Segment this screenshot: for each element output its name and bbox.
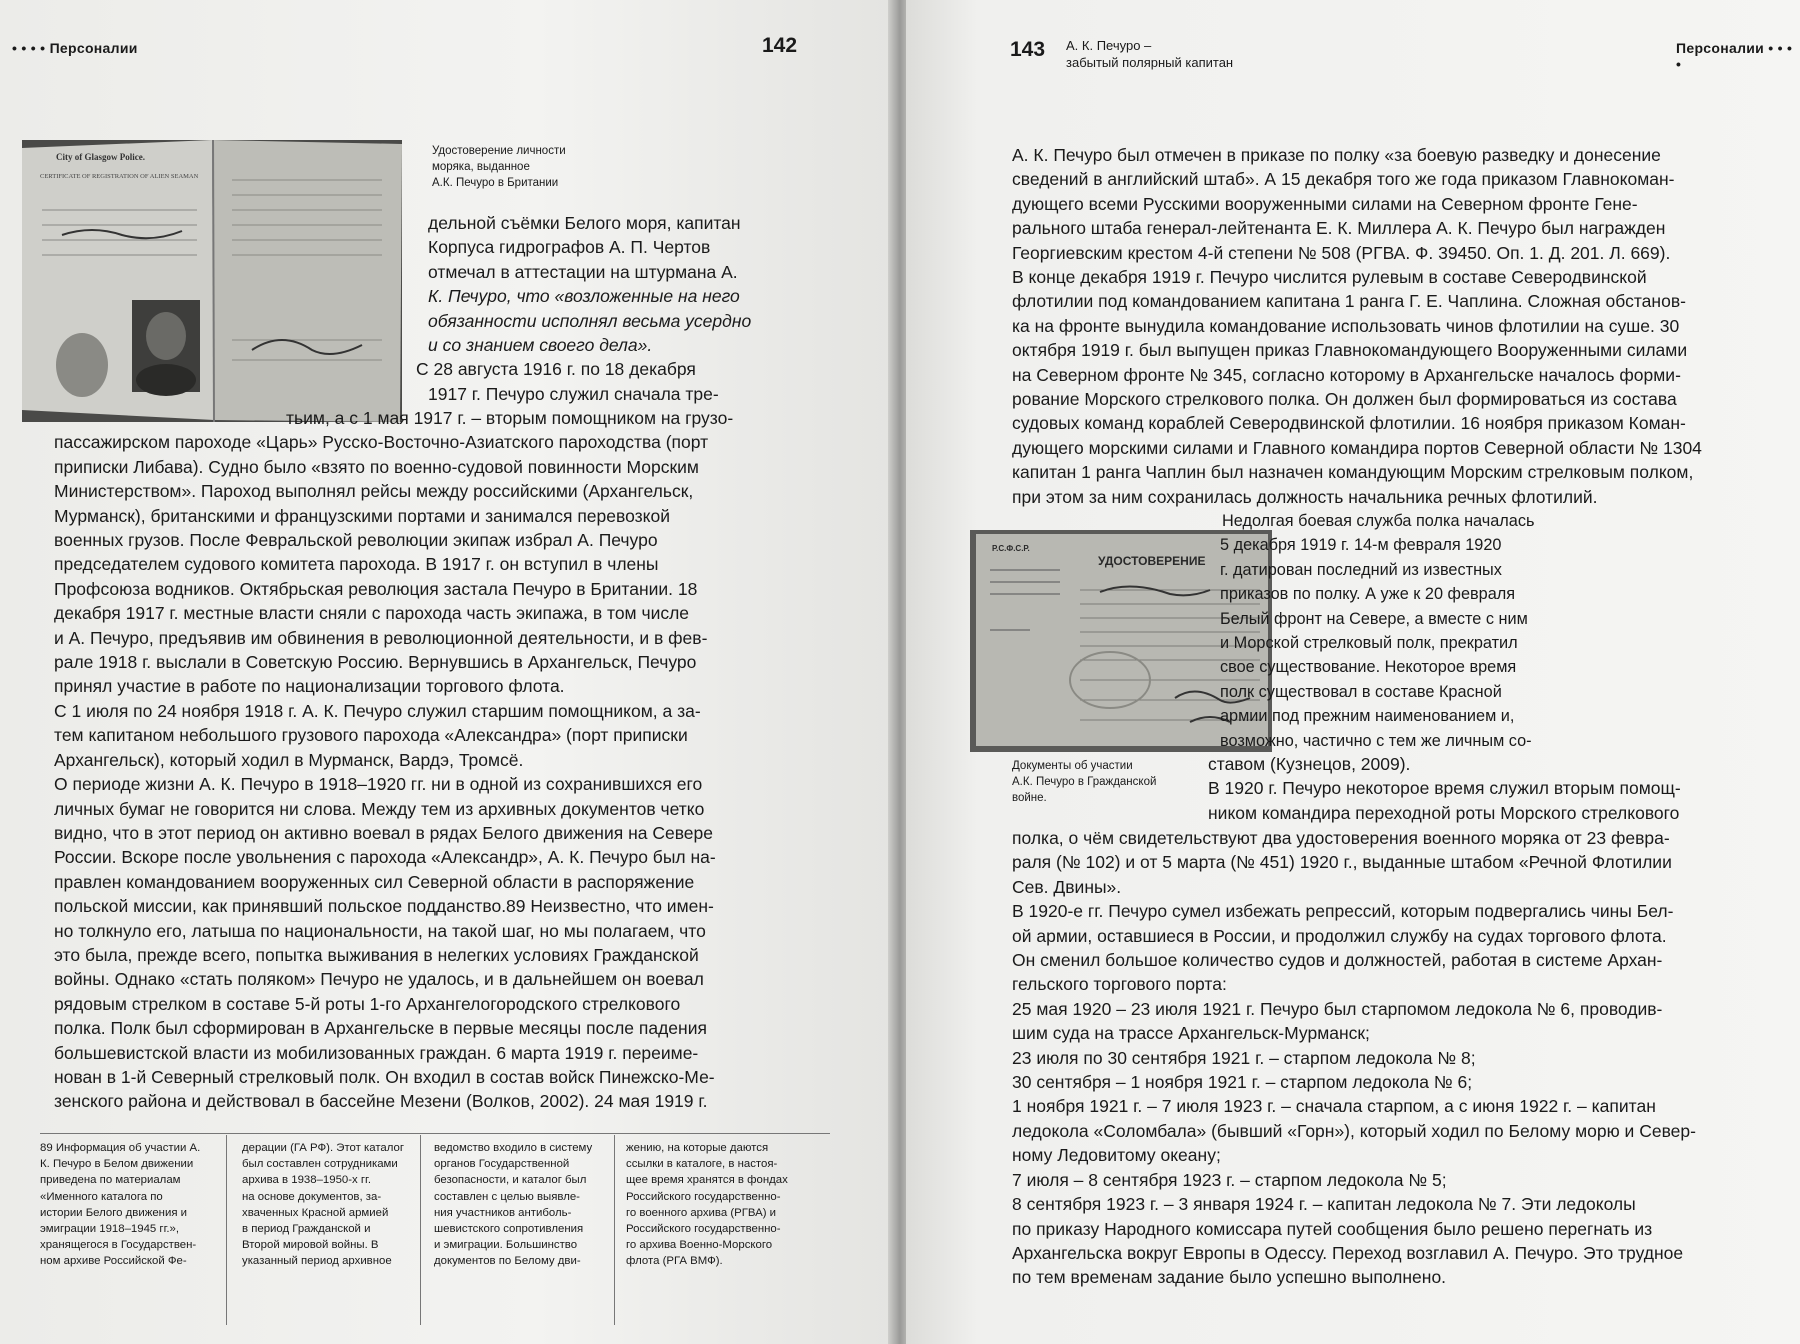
body-line: 1917 г. Печуро служил сначала тре- bbox=[428, 383, 719, 404]
body-line: ледокола «Соломбала» (бывший «Горн»), который ходил по Белому морю и Север- bbox=[1012, 1120, 1696, 1141]
body-line: ставом (Кузнецов, 2009). bbox=[1208, 754, 1411, 774]
footnote-line: истории Белого движения и bbox=[40, 1206, 188, 1219]
footnote-line: приведена по материалам bbox=[40, 1174, 181, 1187]
body-line: свое существование. Некоторое время bbox=[1220, 658, 1517, 677]
footnote-line: в период Гражданской и bbox=[242, 1223, 371, 1236]
body-line: отмечал в аттестации на штурмана А. bbox=[428, 261, 738, 282]
body-line: Он сменил большое количество судов и должностей, работая в системе Архан- bbox=[1012, 950, 1663, 971]
right-body-top bbox=[1012, 143, 1792, 509]
footnote-line: флота (РГА ВМФ). bbox=[626, 1255, 723, 1268]
body-line: правлен командованием вооруженных сил Северной области в распоряжение bbox=[54, 871, 695, 892]
body-line: войны. Однако «стать поляком» Печуро не удалось, и в дальнейшем он воевал bbox=[54, 969, 704, 990]
body-line: по тем временам задание было успешно выполнено. bbox=[1012, 1267, 1447, 1288]
footnote-line: эмиграции 1918–1945 гг.», bbox=[40, 1223, 180, 1236]
footnote-line: Второй мировой войны. В bbox=[242, 1239, 379, 1252]
footnote-rule bbox=[40, 1133, 830, 1134]
body-line: пассажирском пароходе «Царь» Русско-Восточно-Азиатского пароходства (порт bbox=[54, 432, 709, 453]
footnote-line: 89 Информация об участии А. bbox=[40, 1142, 201, 1154]
body-line: возможно, частично с тем же личным со- bbox=[1220, 731, 1532, 750]
caption-line: Удостоверение личности bbox=[432, 145, 566, 157]
body-line: при этом за ним сохранилась должность начальника речных флотилий. bbox=[1012, 486, 1598, 507]
body-line: г. датирован последний из известных bbox=[1220, 560, 1502, 579]
footnote-line: Российского государственно- bbox=[626, 1190, 781, 1203]
footnote-line: документов по Белому дви- bbox=[434, 1255, 581, 1268]
body-line: 23 июля по 30 сентября 1921 г. – старпом ледокола № 8; bbox=[1012, 1047, 1476, 1068]
caption-line: А.К. Печуро в Британии bbox=[432, 177, 559, 189]
footnote-line: щее время хранятся в фондах bbox=[626, 1174, 788, 1187]
caption-line: Документы об участии bbox=[1012, 760, 1133, 772]
body-line: видно, что в этот период он активно воевал в рядах Белого движения на Севере bbox=[54, 822, 714, 843]
body-line: Георгиевским крестом 4-й степени № 508 (РГВА. Ф. 39450. Оп. 1. Д. 201. Л. 669). bbox=[1012, 242, 1671, 263]
footnote-line: го военного архива (РГВА) и bbox=[626, 1206, 777, 1219]
footnote-line: архива в 1938–1950-х гг. bbox=[242, 1174, 371, 1187]
body-line: рале 1918 г. выслали в Советскую Россию. Вернувшись в Архангельск, Печуро bbox=[54, 652, 697, 673]
body-line: тьим, а с 1 мая 1917 г. – вторым помощником на грузо- bbox=[286, 408, 734, 428]
body-line: Профсоюза водников. Октябрьская революция застала Печуро в Британии. 18 bbox=[54, 578, 698, 599]
document-corner-text: Р.С.Ф.С.Р. bbox=[992, 544, 1030, 553]
body-line: сведений в английский штаб». А 15 декабря того же года приказом Главнокоман- bbox=[1012, 169, 1675, 190]
body-line: на Северном фронте № 345, согласно которому в Архангельске началось форми- bbox=[1012, 364, 1681, 385]
body-line: рального штаба генерал-лейтенанта Е. К. Миллера А. К. Печуро был награжден bbox=[1012, 218, 1666, 239]
footnote-column bbox=[626, 1140, 788, 1270]
subtitle-line: А. К. Печуро – bbox=[1066, 38, 1152, 53]
body-line: армии под прежним наименованием и, bbox=[1220, 707, 1515, 726]
body-line: Мурманск), британскими и французскими портами и занимался перевозкой bbox=[54, 505, 671, 526]
right-running-subtitle bbox=[1066, 37, 1233, 71]
footnote-line: шевистского сопротивления bbox=[434, 1223, 584, 1236]
left-photo-caption bbox=[432, 143, 566, 191]
body-line: октября 1919 г. был выпущен приказ Главнокомандующего Вооруженными силами bbox=[1012, 340, 1688, 361]
body-line: полка. Полк был сформирован в Архангельске в первые месяцы после падения bbox=[54, 1018, 707, 1039]
body-line: ой армии, оставшиеся в России, и продолжил службу на судах торгового флота. bbox=[1012, 925, 1667, 946]
body-line: В 1920-е гг. Печуро сумел избежать репрессий, которым подвергались чины Бел- bbox=[1012, 901, 1674, 922]
footnote-line: Российского государственно- bbox=[626, 1223, 781, 1236]
body-line: гельского торгового порта: bbox=[1012, 974, 1227, 995]
body-line: В конце декабря 1919 г. Печуро числится рулевым в составе Северодвинской bbox=[1012, 267, 1647, 288]
body-line: ному Ледовитому океану; bbox=[1012, 1145, 1221, 1166]
footnote-line: го архива Военно-Морского bbox=[626, 1239, 773, 1252]
left-running-header: • • • • Персоналии bbox=[12, 40, 138, 56]
body-line: Недолгая боевая служба полка началась bbox=[1222, 512, 1535, 530]
body-line: председателем судового комитета парохода. В 1917 г. он вступил в члены bbox=[54, 554, 659, 575]
body-line: Архангельска вокруг Европы в Одессу. Переход возглавил А. Печуро. Это трудное bbox=[1012, 1242, 1684, 1263]
body-line: военных грузов. После Февральской революции экипаж избрал А. Печуро bbox=[54, 530, 658, 551]
footnote-line: «Именного каталога по bbox=[40, 1190, 163, 1203]
body-line: зенского района и действовал в бассейне Мезени (Волков, 2002). 24 мая 1919 г. bbox=[54, 1091, 708, 1112]
body-line: и Морской стрелковый полк, прекратил bbox=[1220, 634, 1518, 653]
seaman-certificate-photo bbox=[22, 140, 402, 422]
body-line: шим суда на трассе Архангельск-Мурманск; bbox=[1012, 1023, 1370, 1044]
body-line: А. К. Печуро был отмечен в приказе по полку «за боевую разведку и донесение bbox=[1012, 145, 1661, 165]
caption-line: А.К. Печуро в Гражданской bbox=[1012, 776, 1157, 788]
footnote-line: К. Печуро в Белом движении bbox=[40, 1158, 194, 1171]
caption-line: войне. bbox=[1012, 792, 1047, 804]
footnote-line: и эмиграции. Большинство bbox=[434, 1239, 578, 1252]
footnote-line: ном архиве Российской Фе- bbox=[40, 1255, 187, 1268]
footnote-column-divider bbox=[226, 1135, 227, 1325]
right-body-bottom bbox=[1012, 826, 1792, 1290]
certificate-police-label: City of Glasgow Police. bbox=[56, 152, 145, 162]
body-line: ка на фронте вынудила командование использовать чинов флотилии на суше. 30 bbox=[1012, 315, 1680, 336]
body-line: К. Печуро, что «возложенные на него bbox=[428, 286, 740, 307]
body-line: рование Морского стрелкового полка. Он должен был формироваться из состава bbox=[1012, 389, 1677, 410]
footnote-line: безопасности, и каталог был bbox=[434, 1174, 587, 1187]
body-line: ником командира переходной роты Морского стрелкового bbox=[1208, 802, 1680, 823]
body-line: С 1 июля по 24 ноября 1918 г. А. К. Печуро служил старшим помощником, а за- bbox=[54, 700, 701, 721]
footnote-line: хваченных Красной армией bbox=[242, 1206, 389, 1219]
body-line: капитан 1 ранга Чаплин был назначен командующим Морским стрелковым полком, bbox=[1012, 462, 1694, 483]
body-line: 7 июля – 8 сентября 1923 г. – старпом ледокола № 5; bbox=[1012, 1169, 1447, 1190]
footnote-line: жению, на которые даются bbox=[626, 1142, 769, 1154]
subtitle-line: забытый полярный капитан bbox=[1066, 55, 1234, 70]
right-page bbox=[906, 0, 1800, 1344]
certificate-image bbox=[22, 140, 402, 422]
body-line: личных бумаг не говорится ни слова. Между тем из архивных документов четко bbox=[54, 798, 705, 819]
left-body-indented bbox=[416, 211, 752, 406]
body-line: России. Вскоре после увольнения с парохода «Александр», А. К. Печуро был на- bbox=[54, 847, 716, 868]
footnote-line: был составлен сотрудниками bbox=[242, 1158, 398, 1171]
body-line: большевистской власти из мобилизованных граждан. 6 марта 1919 г. переиме- bbox=[54, 1042, 699, 1063]
footnote-line: на основе документов, за- bbox=[242, 1190, 382, 1203]
body-line: обязанности исполнял весьма усердно bbox=[428, 310, 752, 331]
left-page bbox=[0, 0, 894, 1344]
body-line: С 28 августа 1916 г. по 18 декабря bbox=[416, 359, 696, 380]
body-line: принял участие в работе по национализации торгового флота. bbox=[54, 676, 565, 697]
body-line: О периоде жизни А. К. Печуро в 1918–1920 гг. ни в одной из сохранившихся его bbox=[54, 774, 703, 795]
body-line: флотилии под командованием капитана 1 ранга Г. Е. Чаплина. Сложная обстанов- bbox=[1012, 291, 1686, 312]
body-line: и со знанием своего дела». bbox=[428, 335, 653, 356]
body-line: дующего морскими силами и Главного командира портов Северной области № 1304 bbox=[1012, 437, 1702, 458]
footnote-column bbox=[434, 1140, 592, 1270]
footnote-line: органов Государственной bbox=[434, 1158, 570, 1171]
footnote-line: ведомство входило в систему bbox=[434, 1142, 593, 1154]
footnote-column bbox=[242, 1140, 404, 1270]
footnote-line: указанный период архивное bbox=[242, 1255, 392, 1268]
caption-line: моряка, выданное bbox=[432, 161, 530, 173]
body-line: и А. Печуро, предъявив им обвинения в революционной деятельности, и в фев- bbox=[54, 627, 708, 648]
right-body-mid bbox=[1208, 752, 1681, 825]
body-line: рядовым стрелком в составе 5-й роты 1-го Архангелогородского стрелкового bbox=[54, 993, 681, 1014]
body-line: но толкнуло его, латыша по национальности, на такой шаг, но мы полагаем, что bbox=[54, 920, 706, 941]
body-line: дельной съёмки Белого моря, капитан bbox=[428, 213, 741, 233]
left-body-full bbox=[54, 406, 884, 1114]
certificate-subtitle: CERTIFICATE OF REGISTRATION OF ALIEN SEAMAN bbox=[40, 173, 199, 180]
right-photo-caption bbox=[1012, 758, 1156, 806]
body-line: В 1920 г. Печуро некоторое время служил вторым помощ- bbox=[1208, 778, 1681, 799]
body-line: полка, о чём свидетельствуют два удостоверения военного моряка от 23 февра- bbox=[1012, 828, 1670, 848]
footnote-line: составлен с целью выявле- bbox=[434, 1190, 580, 1203]
body-line: польской миссии, как принявший польское подданство.89 Неизвестно, что имен- bbox=[54, 896, 714, 917]
body-line: судовых команд кораблей Северодвинской флотилии. 16 ноября приказом Коман- bbox=[1012, 413, 1686, 434]
body-line: приписки Либава). Судно было «взято по военно-судовой повинности Морским bbox=[54, 456, 699, 477]
body-line: 1 ноября 1921 г. – 7 июля 1923 г. – сначала старпом, а с июня 1922 г. – капитан bbox=[1012, 1096, 1656, 1117]
footnote-column-divider bbox=[420, 1135, 421, 1325]
body-line: 8 сентября 1923 г. – 3 января 1924 г. – капитан ледокола № 7. Эти ледоколы bbox=[1012, 1194, 1636, 1215]
body-line: 25 мая 1920 – 23 июля 1921 г. Печуро был старпомом ледокола № 6, проводив- bbox=[1012, 998, 1663, 1019]
body-line: по приказу Народного комиссара путей сообщения было решено перегнать из bbox=[1012, 1218, 1653, 1239]
body-line: раля (№ 102) и от 5 марта (№ 451) 1920 г., выданные штабом «Речной Флотилии bbox=[1012, 852, 1672, 873]
footnote-line: дерации (ГА РФ). Этот каталог bbox=[242, 1142, 405, 1154]
footnote-column-divider bbox=[614, 1135, 615, 1325]
body-line: приказов по полку. А уже к 20 февраля bbox=[1220, 585, 1516, 604]
body-line: Корпуса гидрографов А. П. Чертов bbox=[428, 237, 711, 258]
left-page-number: 142 bbox=[762, 34, 798, 57]
body-line: Белый фронт на Севере, а вместе с ним bbox=[1220, 609, 1528, 628]
body-line: полк существовал в составе Красной bbox=[1220, 682, 1502, 701]
footnote-line: ния участников антиболь- bbox=[434, 1206, 572, 1219]
right-page-number: 143 bbox=[1010, 38, 1046, 61]
right-running-header: Персоналии • • • • bbox=[1676, 40, 1793, 72]
body-line: Архангельск), который ходил в Мурманск, Вардэ, Тромсё. bbox=[54, 749, 524, 770]
document-heading: УДОСТОВЕРЕНИЕ bbox=[1098, 554, 1206, 568]
body-line: Сев. Двины». bbox=[1012, 876, 1122, 897]
body-line: 30 сентября – 1 ноября 1921 г. – старпом ледокола № 6; bbox=[1012, 1072, 1473, 1093]
footnote-column bbox=[40, 1140, 200, 1270]
footnote-line: ссылки в каталоге, в настоя- bbox=[626, 1158, 778, 1171]
footnote-line: хранящегося в Государствен- bbox=[40, 1239, 197, 1252]
body-line: это была, прежде всего, попытка выживания в нелегких условиях Гражданской bbox=[54, 944, 699, 965]
body-line: Министерством». Пароход выполнял рейсы между российскими (Архангельск, bbox=[54, 481, 694, 502]
body-line: дующего всеми Русскими вооруженными силами на Северном фронте Гене- bbox=[1012, 193, 1638, 214]
body-line: нован в 1-й Северный стрелковый полк. Он входил в состав войск Пинежско-Ме- bbox=[54, 1066, 715, 1087]
body-line: декабря 1917 г. местные власти сняли с парохода часть экипажа, в том числе bbox=[54, 603, 690, 624]
body-line: 5 декабря 1919 г. 14-м февраля 1920 bbox=[1220, 536, 1502, 555]
body-line: тем капитаном небольшого грузового парохода «Александра» (порт приписки bbox=[54, 725, 688, 746]
right-body-side bbox=[1222, 509, 1534, 753]
